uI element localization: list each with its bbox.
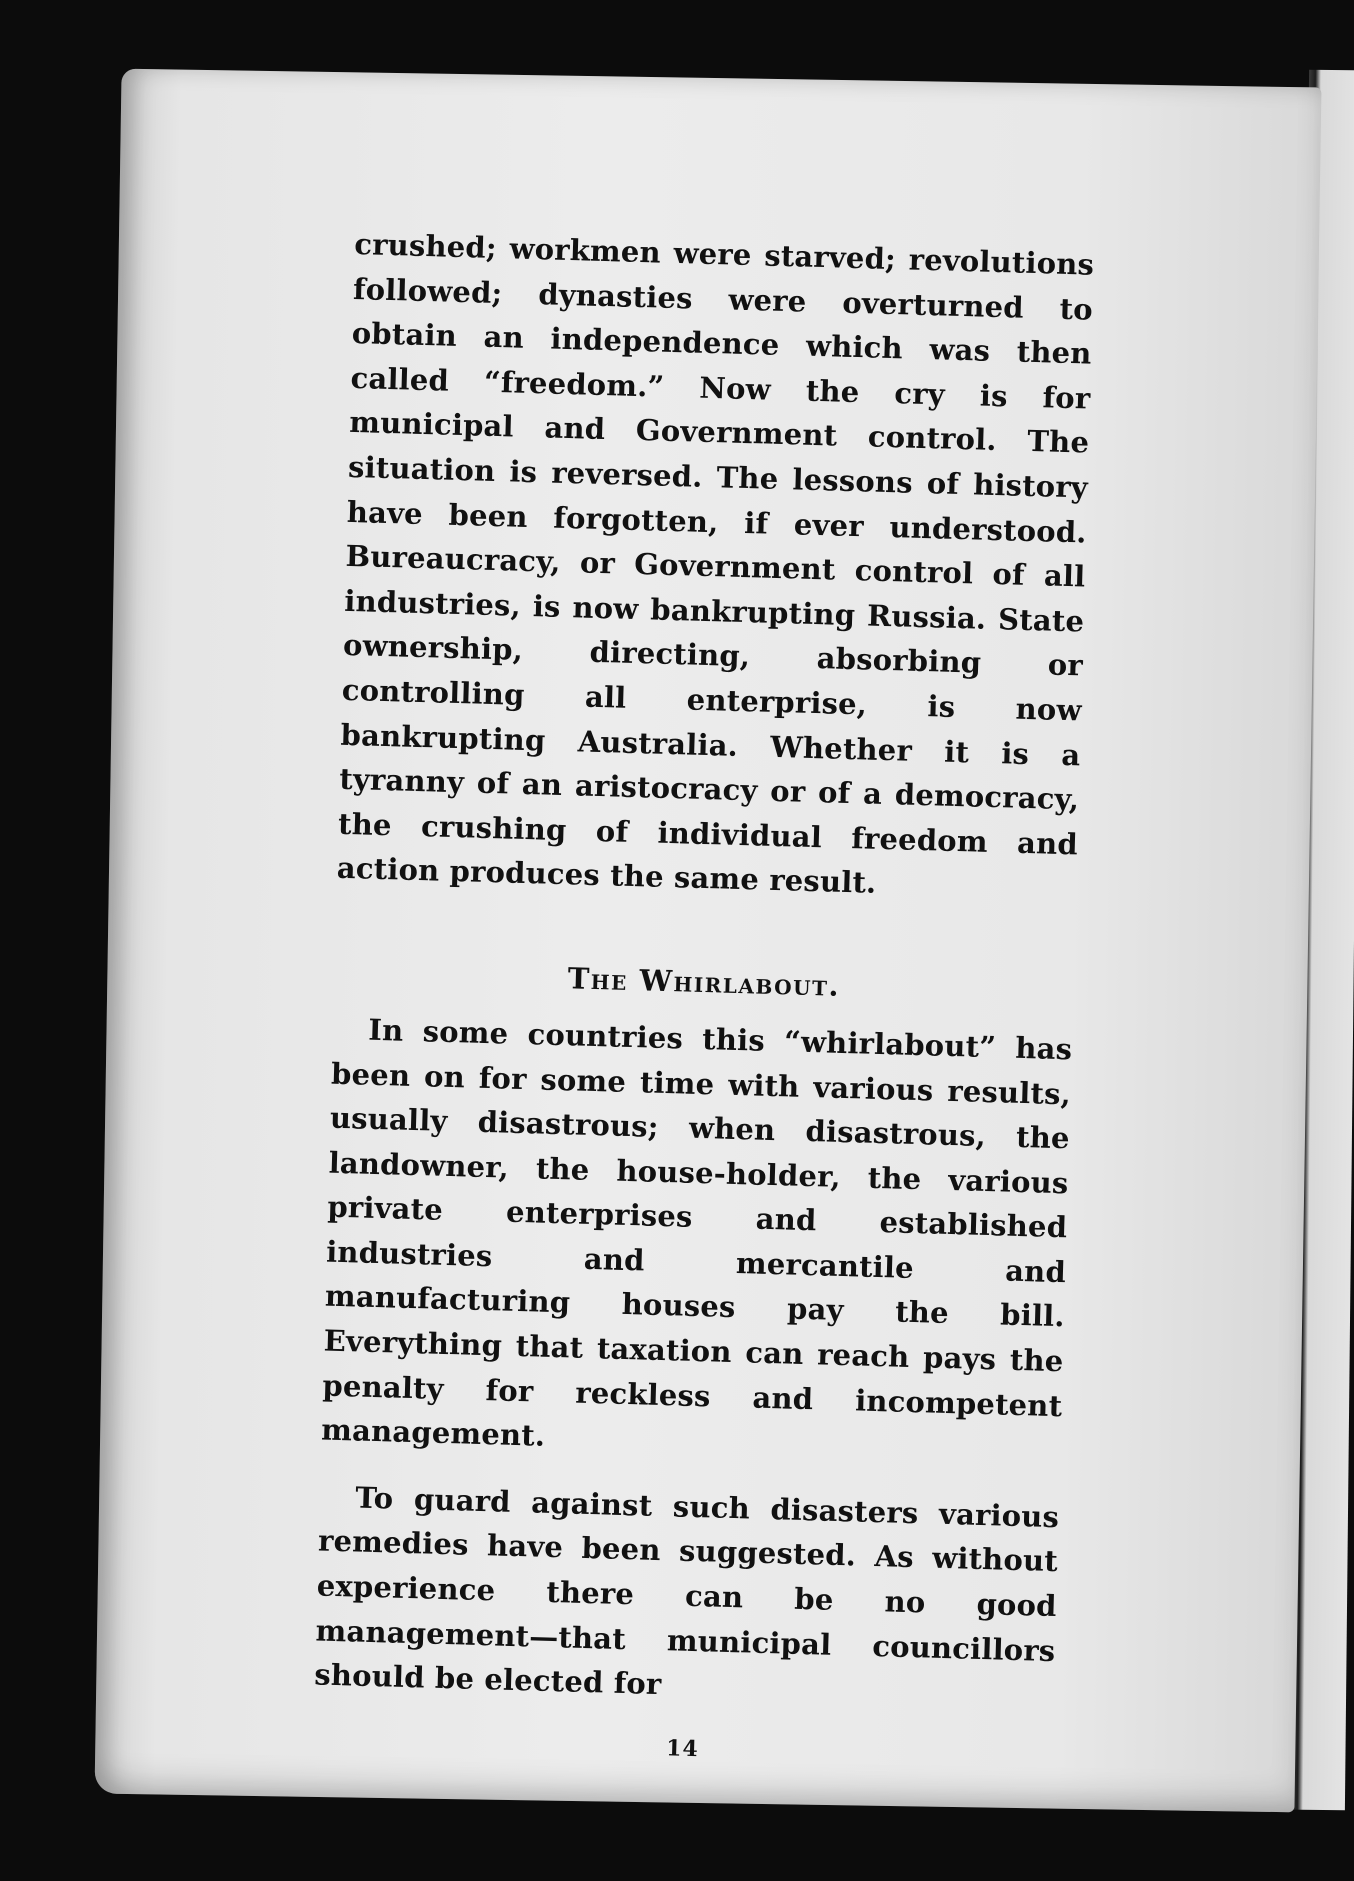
paragraph-whirlabout: In some countries this “whirlabout” has been on for some time with various results, usually disastrous; when disastrous, the landowner, the house-holder, the various private enterprises and established industries and mercantile and manufacturing houses pay the bill. Everything that taxation can reach pays the penalty for reckless and incompetent management. — [320, 1012, 1073, 1454]
page-number: 14 — [665, 1735, 700, 1763]
page-text-block — [312, 222, 1094, 1772]
paragraph-crushed: crushed; workmen were starved; revolutions followed; dynasties were overturned to obtain an independence which was then called “freedom.” Now the cry is for municipal and Government control. The situation is reversed. The lessons of history have been forgotten, if ever understood. Bureaucracy, or Government control of all industries, is now bankrupting Russia. State ownership, directing, absorbing or controlling all enterprise, is now bankrupting Australia. Whether it is a tyranny of an aristocracy or of a democracy, the crushing of individual freedom and action produces the same result. — [336, 226, 1095, 901]
paragraph-remedies: To guard against such disasters various remedies have been suggested. As without experience there can be no good management—that municipal councillors should be elected for — [313, 1480, 1060, 1702]
section-heading: The Whirlabout. — [567, 961, 841, 1003]
